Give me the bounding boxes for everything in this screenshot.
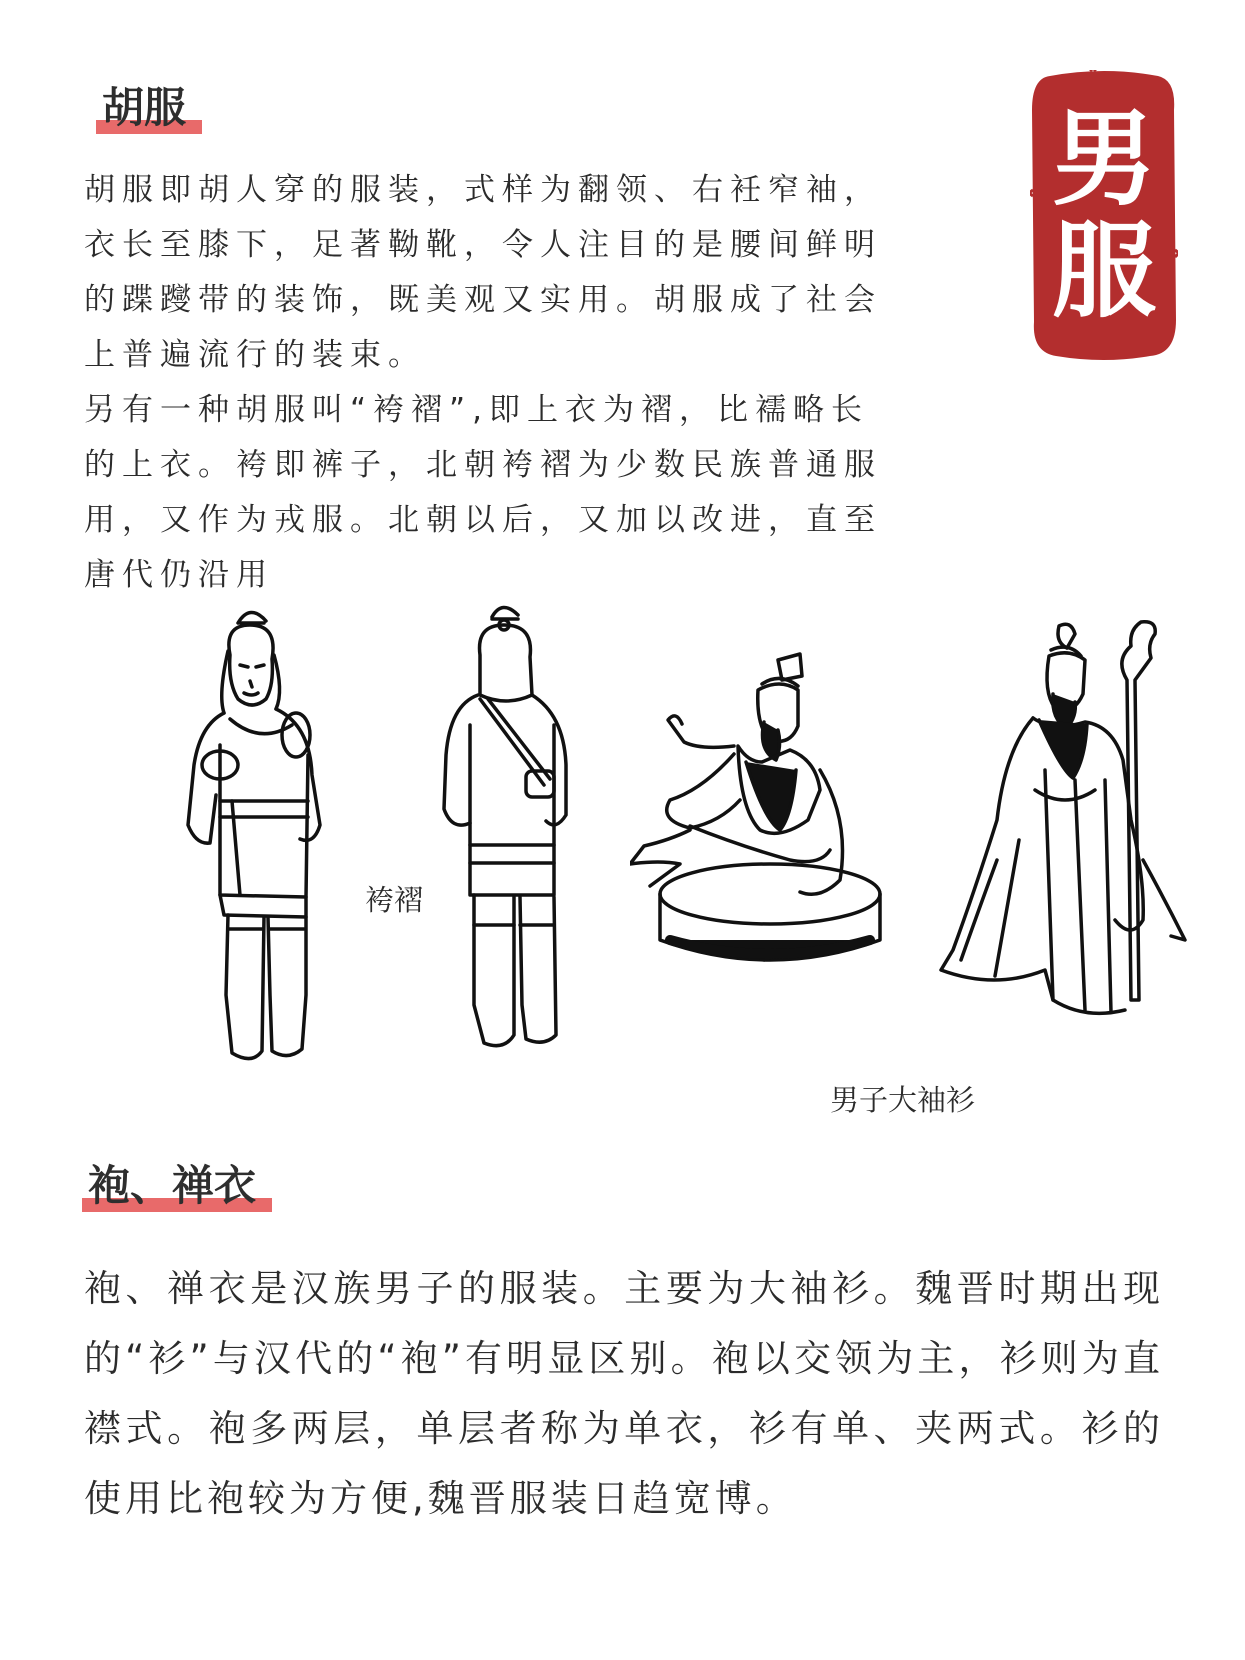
kuzhe-back-illustration	[430, 595, 590, 1085]
text-line: 的上衣。袴即裤子，北朝袴褶为少数民族普通服	[84, 447, 882, 483]
wide-sleeve-caption: 男子大袖衫	[830, 1083, 976, 1117]
text-line: 唐代仍沿用	[84, 557, 274, 593]
seal-char-male: 男	[1051, 97, 1156, 220]
text-line: 衣长至膝下，足著靿靴，令人注目的是腰间鲜明	[84, 227, 882, 263]
seated-man-illustration	[630, 650, 910, 990]
seal-char-clothing: 服	[1051, 209, 1156, 332]
hufu-paragraph	[84, 163, 999, 603]
text-line: 胡服即胡人穿的服装，式样为翻领、右衽窄袖，	[84, 172, 882, 208]
standing-man-illustration	[935, 620, 1205, 1040]
text-line: 的蹀躞带的装饰，既美观又实用。胡服成了社会	[84, 282, 882, 318]
section-heading-hufu: 胡服	[102, 80, 186, 136]
kuzhe-front-illustration	[180, 595, 350, 1085]
text-line: 用，又作为戎服。北朝以后，又加以改进，直至	[84, 502, 882, 538]
text-line: 另有一种胡服叫“袴褶”,即上衣为褶，比襦略长	[84, 392, 869, 428]
pao-paragraph: 袍、禅衣是汉族男子的服装。主要为大袖衫。魏晋时期出现的“衫”与汉代的“袍”有明显区别。袍以交领为主，衫则为直襟式。袍多两层，单层者称为单衣，衫有单、夹两式。衫的使用比袍较为方便,魏晋服装日趋宽博。	[84, 1267, 1164, 1520]
section-heading-pao: 袍、禅衣	[88, 1158, 256, 1214]
seal-stamp	[1030, 70, 1178, 362]
text-line: 上普遍流行的装束。	[84, 337, 426, 373]
kuzhe-caption: 袴褶	[365, 883, 424, 917]
